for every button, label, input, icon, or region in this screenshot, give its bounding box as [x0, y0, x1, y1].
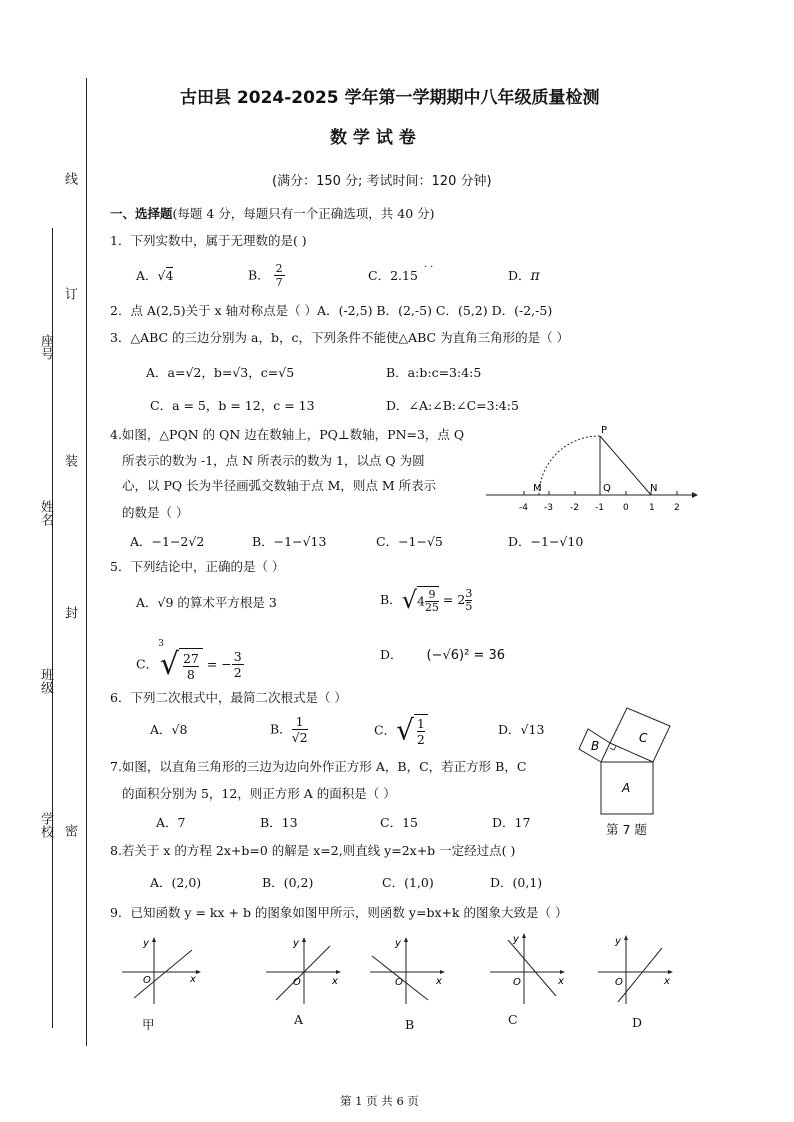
y-axis-arrow [152, 937, 156, 942]
binding-line [86, 78, 87, 1046]
q9-label-jia: 甲 [142, 1017, 155, 1032]
section-heading [110, 206, 435, 222]
x-axis-arrow [196, 970, 201, 974]
q5-b-rden: 5 [465, 599, 473, 613]
q4-option-d: D．−1−√10 [508, 534, 584, 549]
q1-option-a [136, 268, 173, 284]
q1-stem: 1．下列实数中，属于无理数的是( ) [110, 233, 307, 248]
q7-squares-figure [574, 704, 680, 818]
q4-arc [539, 436, 600, 495]
q7-option-d: D．17 [492, 815, 531, 830]
q6-b-den: √2 [291, 730, 308, 745]
x-axis-arrow [560, 970, 565, 974]
q4-option-a: A．−1−2√2 [130, 534, 205, 549]
q7-right-angle-mark [610, 746, 616, 750]
q4-axis-arrow [692, 492, 698, 498]
q5-c-den: 8 [186, 666, 195, 682]
q4-tick-label: -2 [570, 503, 579, 513]
q1-option-c [368, 262, 437, 284]
q5-option-d [380, 647, 505, 664]
binding-label-zhuang: 装 [62, 454, 77, 467]
binding-label-feng: 封 [62, 606, 77, 619]
graph-line [134, 950, 192, 998]
paper-subject: 数 学 试 卷 [330, 128, 416, 148]
axis-label-y: y [293, 938, 299, 949]
q6-b-label: B． [270, 721, 292, 737]
axis-label-o: O [395, 977, 403, 988]
q7-figure-caption: 第 7 题 [606, 822, 647, 837]
q5-c-rden: 2 [233, 665, 242, 680]
q7-label-b: B [591, 739, 600, 753]
q6-c-label: C． [374, 722, 397, 738]
y-axis-arrow [624, 935, 628, 940]
q5-b-rnum: 3 [465, 586, 473, 600]
q5-c-label: C． [136, 656, 159, 672]
y-axis-arrow [522, 933, 526, 938]
q5-c-frac [179, 648, 203, 682]
q6-c-radical: √ [396, 713, 414, 747]
q4-label-p: P [601, 425, 608, 436]
q1-c-dots: ·· [424, 262, 437, 273]
q5-c-eq: = − [206, 656, 232, 672]
q5-b-whole: 4 [416, 593, 425, 609]
q8-option-a: A．(2,0) [150, 875, 202, 890]
q1-option-d [508, 268, 540, 284]
q8-option-b: B．(0,2) [262, 875, 314, 890]
q5-b-rhs: = 2 [442, 592, 466, 607]
q5-option-c [136, 636, 244, 682]
q5-option-a: A．√9 的算术平方根是 3 [136, 595, 277, 610]
q4-option-b: B．−1−√13 [252, 534, 327, 549]
q4-tick-label: 1 [649, 503, 655, 513]
q5-b-radicand [417, 586, 439, 614]
q5-b-num: 9 [425, 589, 439, 602]
q3-option-c: C．a = 5，b = 12，c = 13 [150, 398, 315, 413]
axis-label-y: y [395, 938, 401, 949]
q5-c-rnum: 3 [233, 649, 242, 664]
q4-tick-label: 0 [623, 503, 629, 513]
section-note: (每题 4 分，每题只有一个正确选项，共 40 分) [172, 206, 435, 221]
q4-label-m: M [533, 483, 542, 494]
x-axis-arrow [668, 970, 673, 974]
q5-d-expr: (−√6)² = 36 [426, 648, 506, 663]
q1-a-math: √4 [157, 268, 174, 283]
binding-label-ding: 订 [62, 287, 77, 300]
q7-option-b: B．13 [260, 815, 298, 830]
q1-c-repeat: 15 [402, 268, 418, 283]
q9-label-a: A [294, 1012, 304, 1027]
axis-label-x: x [436, 976, 442, 987]
q5-stem: 5．下列结论中，正确的是（ ） [110, 559, 285, 574]
q5-b-radical: √ [401, 586, 417, 614]
q5-b-label: B． [380, 592, 402, 607]
axis-label-y: y [615, 936, 621, 947]
q4-tick-label: -4 [519, 503, 528, 513]
q5-c-num: 27 [182, 650, 199, 666]
q1-d-label: D． [508, 268, 531, 283]
axis-label-x: x [332, 976, 338, 987]
q9-label-c: C [508, 1012, 518, 1027]
graph-line [276, 946, 330, 1000]
q4-tick-label: 2 [674, 503, 680, 513]
q9-graph-c [486, 930, 572, 1006]
q6-option-c [374, 714, 428, 747]
exam-info: (满分：150 分; 考试时间：120 分钟) [272, 174, 492, 189]
axis-label-x: x [190, 974, 196, 985]
q9-label-d: D [632, 1015, 643, 1030]
q1-b-den: 7 [275, 276, 283, 289]
q9-graph-d [594, 932, 680, 1006]
q4-tick-label: -1 [595, 503, 604, 513]
q9-graph-b [366, 934, 452, 1006]
q9-stem: 9．已知函数 y = kx + b 的图象如图甲所示，则函数 y=bx+k 的图象大致是（ ） [110, 905, 568, 920]
graph-line [618, 948, 662, 1002]
q4-label-n: N [650, 483, 658, 494]
axis-label-y: y [513, 934, 519, 945]
q3-option-d: D．∠A:∠B:∠C=3:4:5 [386, 398, 519, 413]
q1-a-label: A． [136, 268, 158, 283]
q6-c-num: 1 [416, 716, 425, 731]
x-axis-arrow [440, 970, 445, 974]
section-title: 一、选择题 [110, 206, 173, 221]
q6-b-num: 1 [292, 714, 308, 730]
q5-b-frac [425, 589, 439, 614]
q1-b-label: B． [248, 267, 270, 283]
q8-stem: 8.若关于 x 的方程 2x+b=0 的解是 x=2,则直线 y=2x+b 一定经过点( ) [110, 843, 516, 858]
q6-option-d: D．√13 [498, 722, 545, 737]
q5-c-rfrac [232, 649, 244, 680]
field-school: 学校 [38, 812, 53, 838]
q7-line-1: 7.如图，以直角三角形的三边为边向外作正方形 A，B，C，若正方形 B，C [110, 759, 527, 774]
q4-number-line-figure [484, 420, 698, 520]
q4-label-q: Q [603, 483, 611, 494]
q5-c-radical: √ [159, 646, 179, 682]
q4-line-2: 所表示的数为 -1，点 N 所表示的数为 1，以点 Q 为圆 [122, 453, 425, 468]
q7-option-c: C．15 [380, 815, 418, 830]
binding-label-mi: 密 [62, 824, 77, 837]
q6-c-frac [414, 714, 428, 747]
axis-label-o: O [143, 975, 151, 986]
q2-stem: 2．点 A(2,5)关于 x 轴对称点是（ ）A．(-2,5) B．(2,-5) C．(5,2) D．(-2,-5) [110, 303, 553, 318]
q5-b-den: 25 [424, 601, 439, 614]
q1-b-num: 2 [275, 262, 283, 275]
q6-option-a: A．√8 [150, 722, 188, 737]
q3-option-a: A．a=√2，b=√3，c=√5 [146, 365, 295, 380]
q6-option-b [270, 714, 308, 745]
axis-label-o: O [293, 977, 301, 988]
q6-stem: 6．下列二次根式中，最简二次根式是（ ） [110, 690, 347, 705]
q7-label-a: A [622, 781, 631, 795]
binding-label-xian: 线 [62, 172, 77, 185]
field-class: 班级 [38, 668, 53, 694]
q5-b-rfrac [465, 588, 472, 613]
q6-b-frac [292, 714, 308, 745]
axis-label-o: O [513, 977, 521, 988]
q1-c-label: C．2. [368, 268, 402, 283]
q1-b-frac [274, 262, 285, 289]
q1-a-radicand: 4 [165, 268, 174, 283]
q4-tick-label: -3 [544, 503, 553, 513]
q3-stem: 3．△ABC 的三边分别为 a，b，c，下列条件不能使△ABC 为直角三角形的是（ ） [110, 330, 570, 345]
exam-title: 古田县 2024-2025 学年第一学期期中八年级质量检测 [180, 88, 600, 108]
q8-option-c: C．(1,0) [382, 875, 434, 890]
q7-option-a: A．7 [156, 815, 186, 830]
field-name: 姓名 [38, 500, 53, 526]
field-seat-number: 座号 [38, 334, 53, 360]
q4-line-1: 4.如图，△PQN 的 QN 边在数轴上，PQ⊥数轴，PN=3，点 Q [110, 427, 465, 442]
q7-label-c: C [639, 731, 648, 745]
q9-graph-jia [118, 934, 204, 1006]
q4-line-3: 心，以 PQ 长为半径画弧交数轴于点 M，则点 M 所表示 [122, 478, 437, 493]
q9-graph-a [262, 934, 348, 1006]
axis-label-x: x [558, 976, 564, 987]
page-footer: 第 1 页 共 6 页 [340, 1094, 419, 1108]
axis-label-y: y [143, 938, 149, 949]
q1-option-b [248, 262, 285, 289]
q8-option-d: D．(0,1) [490, 875, 543, 890]
q5-d-label: D． [380, 647, 403, 662]
q4-option-c: C．−1−√5 [376, 534, 443, 549]
y-axis-arrow [404, 937, 408, 942]
q1-d-pi: π [530, 268, 540, 284]
x-axis-arrow [336, 970, 341, 974]
q9-label-b: B [405, 1017, 415, 1032]
q6-c-den: 2 [416, 732, 425, 747]
q7-line-2: 的面积分别为 5，12，则正方形 A 的面积是（ ） [122, 786, 396, 801]
q3-option-b: B．a:b:c=3:4:5 [386, 365, 482, 380]
y-axis-arrow [302, 937, 306, 942]
axis-label-o: O [615, 977, 623, 988]
q4-line-4: 的数是（ ） [122, 505, 189, 520]
q5-c-index: 3 [158, 639, 164, 649]
q5-option-b [380, 586, 472, 614]
axis-label-x: x [664, 976, 670, 987]
